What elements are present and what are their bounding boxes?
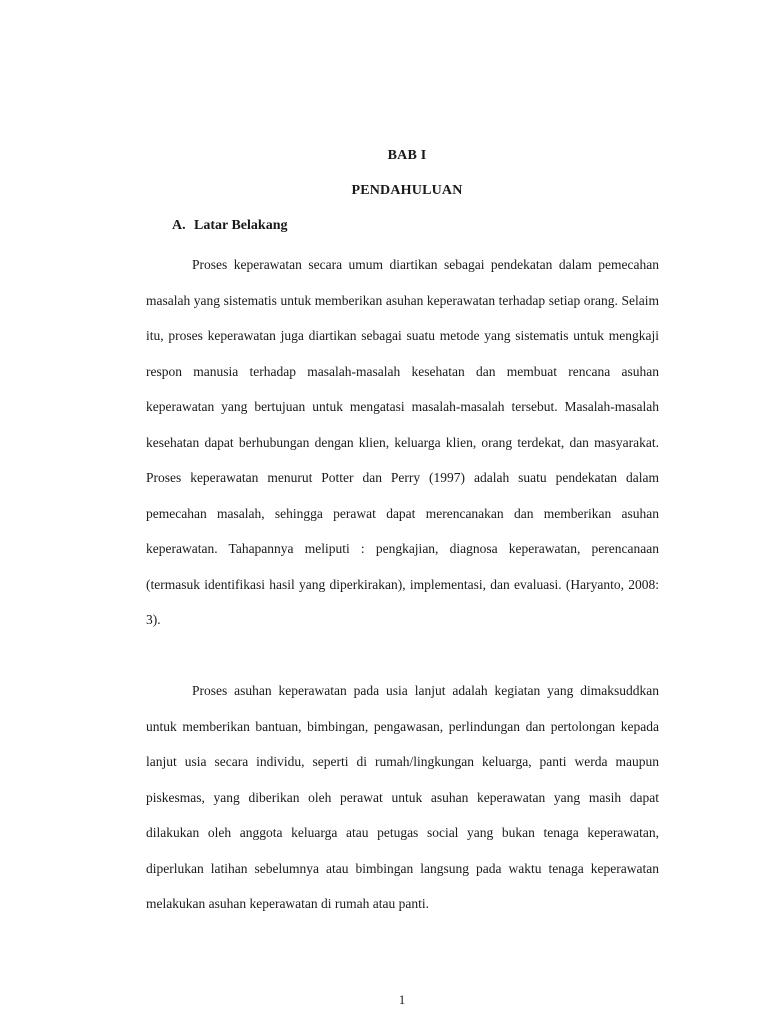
section-heading (172, 218, 287, 234)
section-title: Latar Belakang (194, 218, 288, 233)
section-number: A. (172, 218, 186, 233)
paragraph-2: Proses asuhan keperawatan pada usia lanjut adalah kegiatan yang dimaksuddkan untuk memberikan bantuan, bimbingan, pengawasan, perlindungan dan pertolongan kepada lanjut usia secara individu, seperti di rumah/lingkungan keluarga, panti werda maupun piskesmas, yang diberikan oleh perawat untuk asuhan keperawatan yang masih dapat dilakukan oleh anggota keluarga atau petugas social yang bukan tenaga keperawatan, diperlukan latihan sebelumnya atau bimbingan langsung pada waktu tenaga keperawatan melakukan asuhan keperawatan di rumah atau panti. (146, 683, 659, 911)
page-number: 1 (398, 992, 406, 1007)
paragraph-1: Proses keperawatan secara umum diartikan sebagai pendekatan dalam pemecahan masalah yang sistematis untuk memberikan asuhan keperawatan terhadap setiap orang. Selaim itu, proses keperawatan juga diartikan sebagai suatu metode yang sistematis untuk mengkaji respon manusia terhadap masalah-masalah kesehatan dan membuat rencana asuhan keperawatan yang bertujuan untuk mengatasi masalah-masalah tersebut. Masalah-masalah kesehatan dapat berhubungan dengan klien, keluarga klien, orang terdekat, dan masyarakat. Proses keperawatan menurut Potter dan Perry (1997) adalah suatu pendekatan dalam pemecahan masalah, sehingga perawat dapat merencanakan dan memberikan asuhan keperawatan. Tahapannya meliputi : pengkajian, diagnosa keperawatan, perencanaan (termasuk identifikasi hasil yang diperkirakan), implementasi, dan evaluasi. (Haryanto, 2008: 3). (146, 257, 659, 627)
chapter-number: BAB I (387, 148, 427, 163)
chapter-title: PENDAHULUAN (351, 183, 463, 198)
